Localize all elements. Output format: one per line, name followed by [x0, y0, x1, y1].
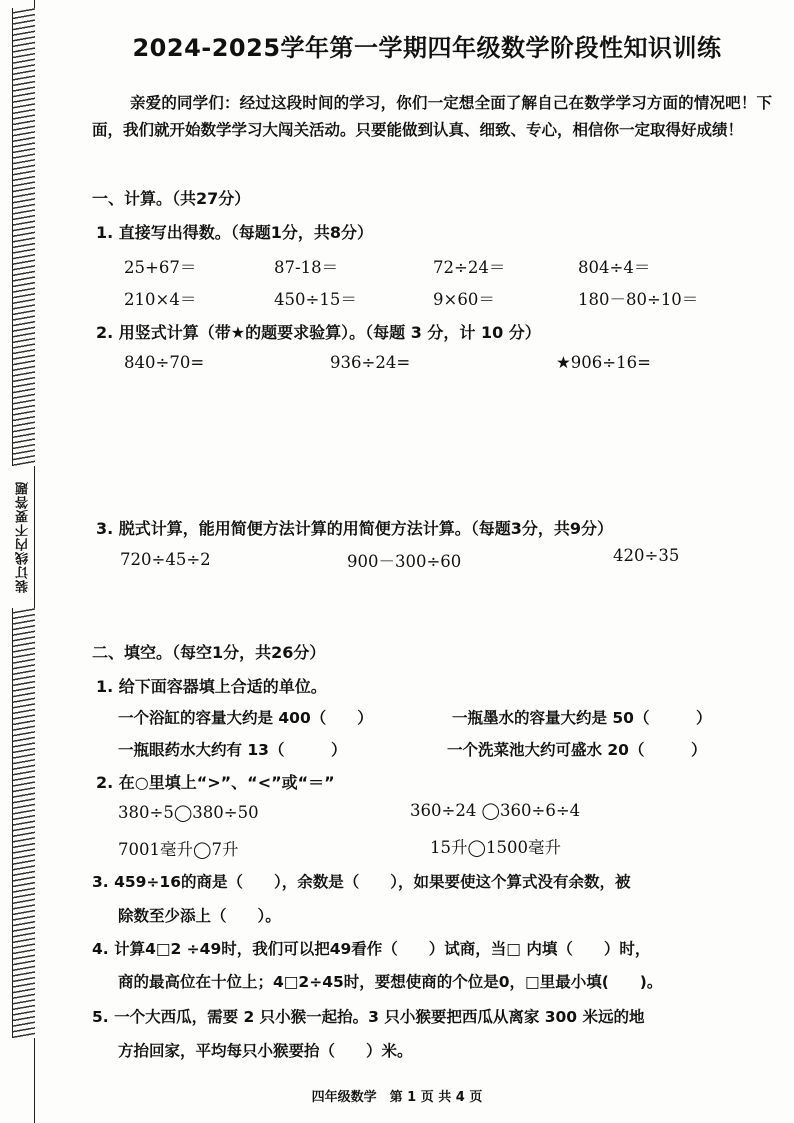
s1-q3-item: 900－300÷60: [347, 552, 462, 571]
s2-q1-item: 一个洗菜池大约可盛水 20（ ）: [447, 741, 707, 759]
s1-q1-item: 450÷15＝: [274, 290, 357, 309]
s2-q3-line1: 3. 459÷16的商是（ ），余数是（ ），如果要使这个算式没有余数，被: [92, 873, 631, 891]
binding-text: 装订线内不要答题: [16, 481, 31, 593]
s1-q3-item: 720÷45÷2: [120, 550, 211, 569]
s2-q1-item: 一瓶墨水的容量大约是 50（ ）: [452, 709, 712, 727]
s1-q1-item: 87-18＝: [274, 258, 339, 277]
s1-q2-item: 936÷24=: [330, 353, 411, 372]
section1-heading: 一、计算。（共27分）: [92, 189, 251, 208]
s2-q3-line2: 除数至少添上（ ）。: [118, 907, 281, 925]
s2-q2-item: 7001毫升◯7升: [118, 840, 239, 859]
s1-q2-item: 840÷70=: [124, 353, 205, 372]
s2-q4-line1: 4. 计算4□2 ÷49时，我们可以把49看作（ ）试商，当□ 内填（ ）时，: [92, 940, 651, 958]
s2-q4-line2: 商的最高位在十位上；4□2÷45时，要想使商的个位是0，□里最小填( )。: [118, 973, 663, 991]
s1-q1-label: 1. 直接写出得数。（每题1分，共8分）: [96, 223, 374, 242]
s2-q2-item: 380÷5◯380÷50: [118, 803, 259, 822]
s2-q2-label: 2. 在○里填上“>”、“<”或“＝”: [96, 773, 335, 792]
s1-q1-item: 72÷24＝: [433, 258, 506, 277]
s2-q1-label: 1. 给下面容器填上合适的单位。: [96, 677, 327, 696]
s1-q1-item: 180－80÷10＝: [578, 290, 699, 309]
s2-q2-item: 360÷24 ◯360÷6÷4: [410, 801, 581, 820]
intro-paragraph: 亲爱的同学们：经过这段时间的学习，你们一定想全面了解自己在数学学习方面的情况吧！下面，我们就开始数学学习大闯关活动。只要能做到认真、细致、专心，相信你一定取得好成绩！: [92, 94, 772, 139]
s1-q1-item: 804÷4＝: [578, 258, 651, 277]
s2-q2-item: 15升◯1500毫升: [430, 838, 561, 857]
s1-q2-item: ★906÷16=: [556, 353, 651, 372]
s2-q1-item: 一瓶眼药水大约有 13（ ）: [118, 741, 347, 759]
s1-q3-item: 420÷35: [613, 546, 680, 565]
section2-heading: 二、填空。（每空1分，共26分）: [92, 643, 326, 662]
s1-q2-label: 2. 用竖式计算（带★的题要求验算）。（每题 3 分，计 10 分）: [96, 323, 541, 342]
page-title: 2024-2025学年第一学期四年级数学阶段性知识训练: [132, 34, 722, 62]
s2-q1-item: 一个浴缸的容量大约是 400（ ）: [118, 709, 373, 727]
s1-q1-item: 25+67＝: [124, 258, 197, 277]
s1-q3-label: 3. 脱式计算，能用简便方法计算的用简便方法计算。（每题3分，共9分）: [96, 519, 614, 538]
s1-q1-item: 210×4＝: [124, 290, 197, 309]
s2-q5-line2: 方抬回家，平均每只小猴要抬（ ）米。: [118, 1042, 413, 1060]
page-footer: 四年级数学 第 1 页 共 4 页: [311, 1090, 483, 1105]
s2-q5-line1: 5. 一个大西瓜，需要 2 只小猴一起抬。3 只小猴要把西瓜从离家 300 米远的地: [92, 1008, 645, 1026]
s1-q1-item: 9×60＝: [433, 290, 495, 309]
